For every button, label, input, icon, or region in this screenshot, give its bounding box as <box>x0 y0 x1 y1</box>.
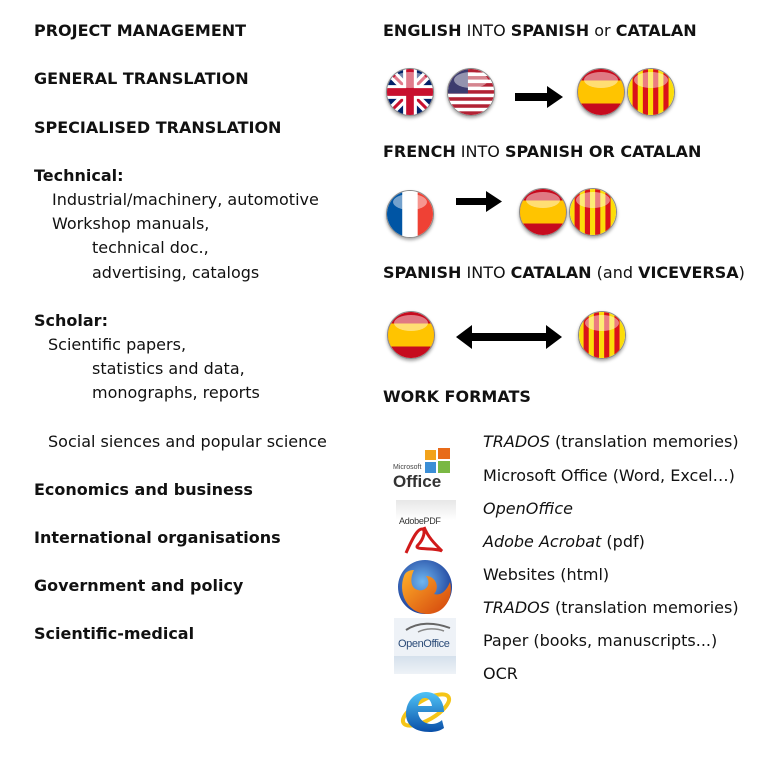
uk-flag-icon <box>386 68 434 116</box>
arrow-right-icon <box>456 191 502 212</box>
lang-paren: (and <box>591 263 639 282</box>
lang-into: INTO <box>461 263 511 282</box>
heading-work-formats: WORK FORMATS <box>383 387 531 406</box>
openoffice-logo-text: OpenOffice <box>398 638 450 650</box>
office-logo-text: Office <box>393 472 442 491</box>
double-arrow-icon <box>456 325 562 349</box>
format-item <box>483 532 645 552</box>
language-pair-spanish <box>383 263 745 283</box>
catalonia-flag-icon <box>627 68 675 116</box>
technical-line: technical doc., <box>92 238 209 257</box>
lang-into: INTO <box>455 142 505 161</box>
language-pair-french <box>383 142 701 162</box>
adobe-pdf-logo-icon <box>396 500 456 555</box>
format-name: TRADOS <box>483 598 550 617</box>
format-name: OpenOffice <box>483 499 573 518</box>
format-name: Adobe Acrobat <box>483 532 602 551</box>
arrow-right-icon <box>515 86 563 108</box>
heading-project-management: PROJECT MANAGEMENT <box>34 21 247 40</box>
lang-target: SPANISH <box>510 21 590 40</box>
heading-scholar: Scholar: <box>34 311 108 330</box>
format-detail: Paper (books, manuscripts...) <box>483 631 718 650</box>
scholar-line: Scientific papers, <box>48 335 187 354</box>
scholar-line: monographs, reports <box>92 383 260 402</box>
lang-target: CATALAN <box>510 263 592 282</box>
lang-target: SPANISH OR CATALAN <box>504 142 702 161</box>
lang-source: SPANISH <box>383 263 462 282</box>
office-logo-small-text: Microsoft <box>393 464 422 471</box>
spain-flag-icon <box>577 68 625 116</box>
format-item <box>483 432 739 452</box>
technical-line: Industrial/machinery, automotive <box>52 190 319 209</box>
catalonia-flag-icon <box>569 188 617 236</box>
format-name: TRADOS <box>483 432 550 451</box>
lang-source: ENGLISH <box>383 21 462 40</box>
format-detail: (pdf) <box>601 532 645 551</box>
openoffice-logo-icon <box>394 618 456 674</box>
lang-target: VICEVERSA <box>638 263 739 282</box>
format-detail: (translation memories) <box>549 598 739 617</box>
catalonia-flag-icon <box>578 311 626 359</box>
lang-or: or <box>589 21 616 40</box>
spain-flag-icon <box>387 311 435 359</box>
lang-paren: ) <box>738 263 745 282</box>
adobe-logo-text: AdobePDF <box>399 516 441 526</box>
lang-source: FRENCH <box>383 142 456 161</box>
lang-into: INTO <box>461 21 511 40</box>
technical-line: advertising, catalogs <box>92 263 260 282</box>
format-item <box>483 565 609 585</box>
format-item <box>483 631 717 651</box>
ms-office-logo-icon <box>393 446 455 494</box>
france-flag-icon <box>386 190 434 238</box>
heading-scientific-medical: Scientific-medical <box>34 624 195 643</box>
lang-target: CATALAN <box>615 21 697 40</box>
firefox-logo-icon <box>396 558 454 616</box>
format-detail: (translation memories) <box>549 432 739 451</box>
scholar-line: statistics and data, <box>92 359 245 378</box>
heading-international: International organisations <box>34 528 281 547</box>
language-pair-english <box>383 21 697 41</box>
heading-government: Government and policy <box>34 576 244 595</box>
internet-explorer-logo-icon <box>398 680 454 738</box>
format-item <box>483 466 735 486</box>
social-sciences-text: Social siences and popular science <box>48 432 327 451</box>
format-detail: Websites (html) <box>483 565 610 584</box>
heading-specialised-translation: SPECIALISED TRANSLATION <box>34 118 282 137</box>
heading-economics: Economics and business <box>34 480 253 499</box>
format-detail: OCR <box>483 664 518 683</box>
format-item <box>483 499 573 519</box>
format-item <box>483 598 739 618</box>
format-detail: Microsoft Office (Word, Excel…) <box>483 466 735 485</box>
us-flag-icon <box>447 68 495 116</box>
spain-flag-icon <box>519 188 567 236</box>
technical-line: Workshop manuals, <box>52 214 210 233</box>
heading-technical: Technical: <box>34 166 124 185</box>
format-item <box>483 664 518 684</box>
heading-general-translation: GENERAL TRANSLATION <box>34 69 249 88</box>
